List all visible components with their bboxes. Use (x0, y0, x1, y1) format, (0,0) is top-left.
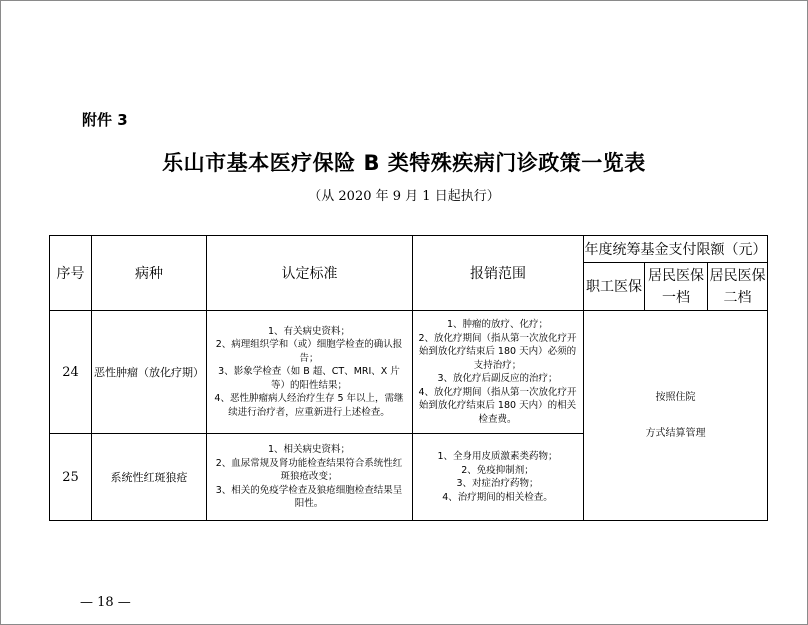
header-resident-tier2: 居民医保二档 (708, 263, 768, 311)
header-criteria: 认定标准 (207, 236, 413, 311)
criteria-item: 2、病理组织学和（或）细胞学检查的确认报告； (215, 339, 403, 364)
criteria-item: 3、相关的免疫学检查及狼疮细胞检查结果呈阳性。 (215, 484, 403, 510)
header-scope: 报销范围 (413, 236, 584, 311)
row-scope (413, 311, 584, 434)
criteria-item: 3、影象学检查（如 B 超、CT、MRI、X 片等）的阳性结果； (218, 366, 400, 391)
scope-item: 2、免疫抑制剂； (461, 464, 534, 476)
header-seq: 序号 (50, 236, 92, 311)
criteria-item: 4、恶性肿瘤病人经治疗生存 5 年以上，需继续进行治疗者，应重新进行上述检查。 (214, 393, 404, 418)
merged-payment-cell (584, 311, 768, 521)
scope-item: 1、肿瘤的放疗、化疗； (446, 319, 549, 330)
scope-item: 4、治疗期间的相关检查。 (442, 491, 553, 503)
scope-item: 3、放化疗后副反应的治疗； (437, 373, 558, 384)
row-criteria (207, 434, 413, 521)
row-criteria (207, 311, 413, 434)
scope-item: 4、放化疗期间（指从第一次放化疗开始到放化疗结束后 180 天内）的相关检查费。 (418, 386, 577, 425)
row-scope (413, 434, 584, 521)
scope-item: 1、全身用皮质激素类药物； (437, 451, 558, 462)
row-seq: 24 (50, 311, 92, 434)
scope-item: 3、对症治疗药物； (456, 478, 539, 489)
payment-note-line: 方式结算管理 (645, 427, 706, 439)
header-fund-limit: 年度统筹基金支付限额（元） (584, 236, 768, 263)
header-employee-insurance: 职工医保 (584, 263, 645, 311)
row-seq: 25 (50, 434, 92, 521)
header-row-top (50, 236, 768, 263)
criteria-item: 1、相关病史资料； (267, 444, 351, 456)
payment-note-line: 按照住院 (655, 391, 696, 403)
effective-date-subtitle: （从 2020 年 9 月 1 日起执行） (308, 189, 500, 204)
criteria-item: 1、有关病史资料； (267, 325, 351, 337)
scope-item: 2、放化疗期间（指从第一次放化疗开始到放化疗结束后 180 天内）必须的支持治疗； (418, 332, 577, 371)
attachment-label: 附件 3 (82, 111, 128, 129)
header-disease: 病种 (92, 236, 207, 311)
criteria-item: 2、血尿常规及肾功能检查结果符合系统性红斑狼疮改变； (215, 457, 403, 483)
policy-table (49, 235, 768, 521)
page-number: — 18 — (80, 595, 131, 610)
table-row (50, 311, 768, 434)
row-disease: 系统性红斑狼疮 (92, 434, 207, 521)
page-title: 乐山市基本医疗保险 B 类特殊疾病门诊政策一览表 (162, 151, 646, 175)
row-disease: 恶性肿瘤（放化疗期） (92, 311, 207, 434)
header-resident-tier1: 居民医保一档 (645, 263, 708, 311)
